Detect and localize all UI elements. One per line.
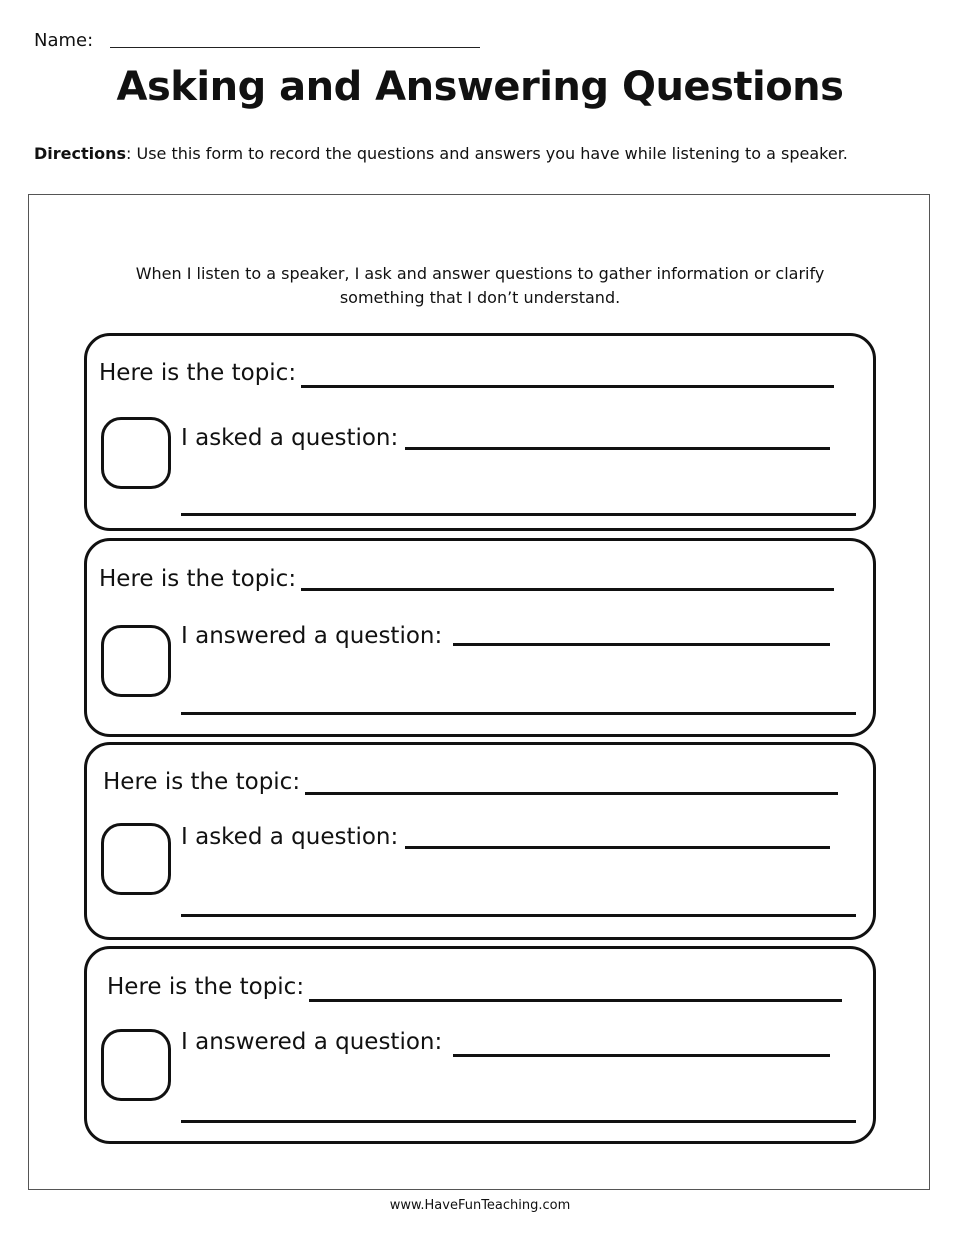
question-label: I answered a question: [181,623,443,649]
question-answer-line[interactable] [405,447,830,450]
question-answer-line[interactable] [453,643,830,646]
question-answer-line[interactable] [405,846,830,849]
topic-answer-line[interactable] [301,385,834,388]
directions [34,144,848,163]
intro-text: When I listen to a speaker, I ask and answer questions to gather information or clarify something that I don’t understand. [135,264,825,307]
topic-label: Here is the topic: [99,360,297,386]
question-card [84,333,876,531]
question-checkbox[interactable] [101,1029,171,1101]
directions-text: : Use this form to record the questions and answers you have while listening to a speaker. [126,144,848,163]
question-checkbox[interactable] [101,823,171,895]
topic-answer-line[interactable] [301,588,834,591]
question-answer-line[interactable] [453,1054,830,1057]
question-checkbox[interactable] [101,417,171,489]
question-label: I asked a question: [181,425,399,451]
question-label: I answered a question: [181,1029,443,1055]
topic-label: Here is the topic: [99,566,297,592]
topic-label: Here is the topic: [103,769,301,795]
question-card [84,946,876,1144]
name-label: Name: [34,30,94,51]
name-line[interactable] [110,47,480,48]
topic-label: Here is the topic: [107,974,305,1000]
question-extra-line[interactable] [181,1120,856,1123]
question-extra-line[interactable] [181,513,856,516]
question-label: I asked a question: [181,824,399,850]
directions-label: Directions [34,144,127,163]
topic-answer-line[interactable] [305,792,838,795]
question-extra-line[interactable] [181,712,856,715]
footer-url: www.HaveFunTeaching.com [389,1198,571,1213]
topic-answer-line[interactable] [309,999,842,1002]
question-card [84,742,876,940]
question-card [84,538,876,737]
question-extra-line[interactable] [181,914,856,917]
page-title: Asking and Answering Questions [116,64,844,110]
question-checkbox[interactable] [101,625,171,697]
